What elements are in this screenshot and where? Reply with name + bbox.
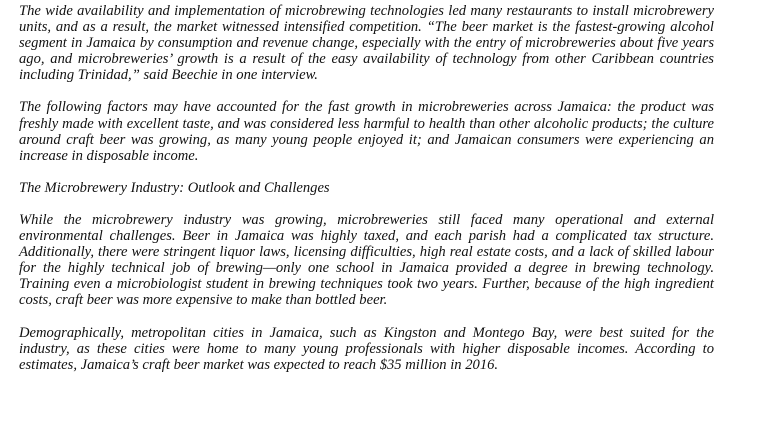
section-heading: The Microbrewery Industry: Outlook and Challenges — [19, 179, 330, 196]
paragraph-spacer — [19, 309, 714, 325]
document-page — [19, 3, 714, 373]
paragraph-growth-factors: The following factors may have accounted for the fast growth in microbreweries across Jamaica: the product was freshly made with excellent taste, and was considered less harmful to health than other alcoholic products; the culture around craft beer was growing, as many young people enjoyed it; and Jamaican consumers were experiencing an increase in disposable income. — [19, 99, 714, 164]
paragraph-spacer — [19, 196, 714, 212]
paragraph-spacer — [19, 164, 714, 180]
paragraph-spacer — [19, 83, 714, 99]
paragraph-challenges: While the microbrewery industry was growing, microbreweries still faced many operational and external environmental challenges. Beer in Jamaica was highly taxed, and each parish had a complicated tax structure. Additionally, there were stringent liquor laws, licensing difficulties, high real estate costs, and a lack of skilled labour for the highly technical job of brewing—only one school in Jamaica provided a degree in brewing technology. Training even a microbiologist student in brewing techniques took two years. Further, because of the high ingredient costs, craft beer was more expensive to make than bottled beer. — [19, 211, 714, 309]
paragraph-market-competition: The wide availability and implementation of microbrewing technologies led many restaurants to install microbrewery units, and as a result, the market witnessed intensified competition. “The beer market is the fastest-growing alcohol segment in Jamaica by consumption and revenue change, especially with the entry of microbreweries about five years ago, and microbreweries’ growth is a result of the easy availability of technology from other Caribbean countries including Trinidad,” said Beechie in one interview. — [19, 3, 714, 84]
paragraph-demographics: Demographically, metropolitan cities in Jamaica, such as Kingston and Montego Bay, were best suited for the industry, as these cities were home to many young professionals with higher disposable incomes. According to estimates, Jamaica’s craft beer market was expected to reach $35 million in 2016. — [19, 324, 714, 373]
